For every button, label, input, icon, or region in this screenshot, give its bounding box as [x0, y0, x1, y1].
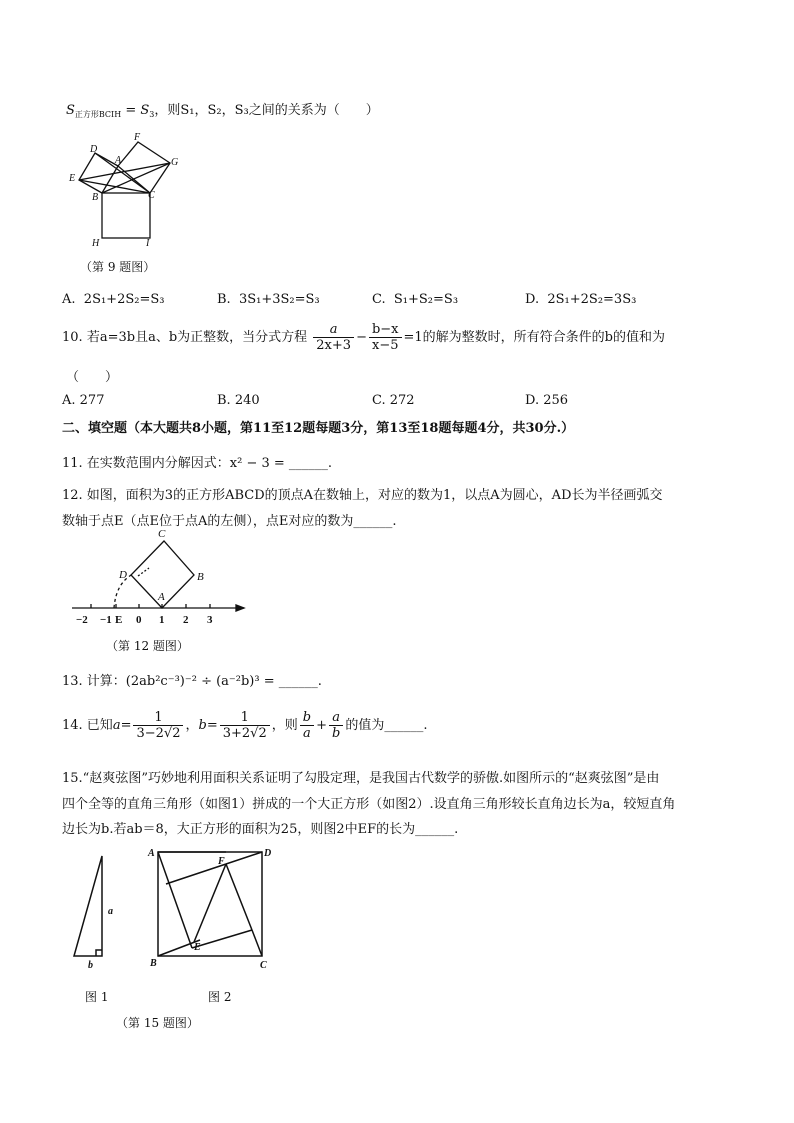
q15-fig1-triangle: [74, 856, 102, 956]
q14-frac-ba: $\frac{b}{a}$: [300, 710, 314, 741]
q15-fig2: [144, 842, 274, 974]
q15-fig1: [66, 850, 126, 974]
q9-caption: （第 9 题图）: [80, 260, 156, 274]
q15-point-a: A: [148, 848, 155, 859]
q12-point-d: D: [119, 569, 127, 581]
q12-tick-2: 2: [183, 614, 189, 626]
q14-frac-b: $\frac{1}{3+2√2}$: [220, 710, 270, 741]
q12-caption: （第 12 题图）: [106, 639, 189, 653]
q11-text: 11. 在实数范围内分解因式：x² − 3 = ______.: [62, 456, 333, 471]
q9-point-d: D: [90, 144, 98, 155]
q10-stem: 10. 若a=3b且a、b为正整数，当分式方程 $\frac{a}{2x+3}$ − $\frac{b-x}{x-5}$ =1的解为整数时，所有符合条件的b的值和为: [62, 322, 666, 353]
q15-fig2-label: 图 2: [208, 990, 232, 1004]
section2-heading: 二、填空题（本大题共8小题，第11至12题每题3分，第13至18题每题4分，共30分.）: [62, 421, 575, 436]
q9-point-b: B: [92, 192, 99, 203]
q12-tick-neg1: −1: [100, 614, 112, 626]
q10-frac2: $\frac{b-x}{x-5}$: [369, 322, 402, 353]
q9-stem: $S_{正方形BCIH} = S_3$，则S₁，S₂，S₃之间的关系为（ ）: [66, 103, 379, 119]
q10-frac1: $\frac{a}{2x+3}$: [313, 322, 354, 353]
q9-point-h: H: [92, 238, 100, 249]
q15-caption: （第 15 题图）: [116, 1016, 199, 1030]
q12-figure: [66, 528, 256, 632]
q15-line1: 15.“赵爽弦图”巧妙地利用面积关系证明了勾股定理，是我国古代数学的骄傲.如图所示的“赵爽弦图”是由: [62, 771, 660, 786]
q12-tick-0: 0: [136, 614, 142, 626]
q15-point-e: E: [194, 942, 201, 953]
q14-frac-a: $\frac{1}{3-2√2}$: [133, 710, 183, 741]
q9-square-abde: [79, 153, 118, 193]
q15-fig1-label-a: a: [108, 906, 113, 917]
q14-frac-ab: $\frac{a}{b}$: [329, 710, 343, 741]
q9-area-label: 正方形BCIH: [74, 110, 122, 119]
q15-point-f: F: [218, 856, 225, 867]
q10-option-b: B. 240: [217, 393, 260, 408]
q12-point-a: A: [158, 591, 165, 603]
q9-point-a: A: [115, 155, 122, 166]
q15-fig1-label-b: b: [88, 960, 93, 971]
q13-text: 13. 计算：(2ab²c⁻³)⁻² ÷ (a⁻²b)³ = ______.: [62, 674, 322, 689]
q9-point-e: E: [69, 173, 76, 184]
q15-segment-ef: [194, 864, 226, 942]
q9-point-i: I: [146, 238, 150, 249]
q10-option-a: A. 277: [62, 393, 105, 408]
q9-square-bcih: [102, 193, 150, 238]
q12-axis-arrow: [236, 605, 244, 611]
q12-tick-neg2: −2: [76, 614, 88, 626]
q9-figure: [62, 128, 197, 250]
q10-paren: （ ）: [66, 370, 119, 385]
q9-point-g: G: [171, 157, 179, 168]
q12-point-c: C: [158, 528, 166, 540]
q12-tick-e: E: [115, 614, 123, 626]
q12-line1: 12. 如图，面积为3的正方形ABCD的顶点A在数轴上，对应的数为1，以点A为圆心，AD长为半径画弧交: [62, 488, 663, 503]
q12-line2: 数轴于点E（点E位于点A的左侧），点E对应的数为______.: [62, 514, 397, 529]
q15-fig1-label: 图 1: [85, 990, 109, 1004]
q9-point-f: F: [134, 132, 141, 143]
q15-point-d: D: [264, 848, 272, 859]
q15-line3: 边长为b.若ab＝8，大正方形的面积为25，则图2中EF的长为______.: [62, 822, 459, 837]
q10-option-c: C. 272: [372, 393, 415, 408]
q15-line2: 四个全等的直角三角形（如图1）拼成的一个大正方形（如图2）.设直角三角形较长直角边长为a，较短直角: [62, 797, 676, 812]
q9-option-a: A. 2S₁+2S₂=S₃: [62, 292, 165, 307]
q14-text: 14. 已知a= $\frac{1}{3-2√2}$ ，b= $\frac{1}{3+2√2}$ ，则 $\frac{b}{a}$ + $\frac{a}{b}$ 的值为______.: [62, 710, 428, 741]
q9-option-d: D. 2S₁+2S₂=3S₃: [525, 292, 637, 307]
q12-tick-1: 1: [159, 614, 165, 626]
q9-option-b: B. 3S₁+3S₂=S₃: [217, 292, 320, 307]
q15-point-b: B: [150, 958, 157, 969]
q10-option-d: D. 256: [525, 393, 569, 408]
q9-option-c: C. S₁+S₂=S₃: [372, 292, 459, 307]
q12-point-b: B: [197, 571, 204, 583]
q12-tick-3: 3: [207, 614, 213, 626]
q15-point-c: C: [260, 960, 267, 971]
q9-point-c: C: [148, 190, 155, 201]
